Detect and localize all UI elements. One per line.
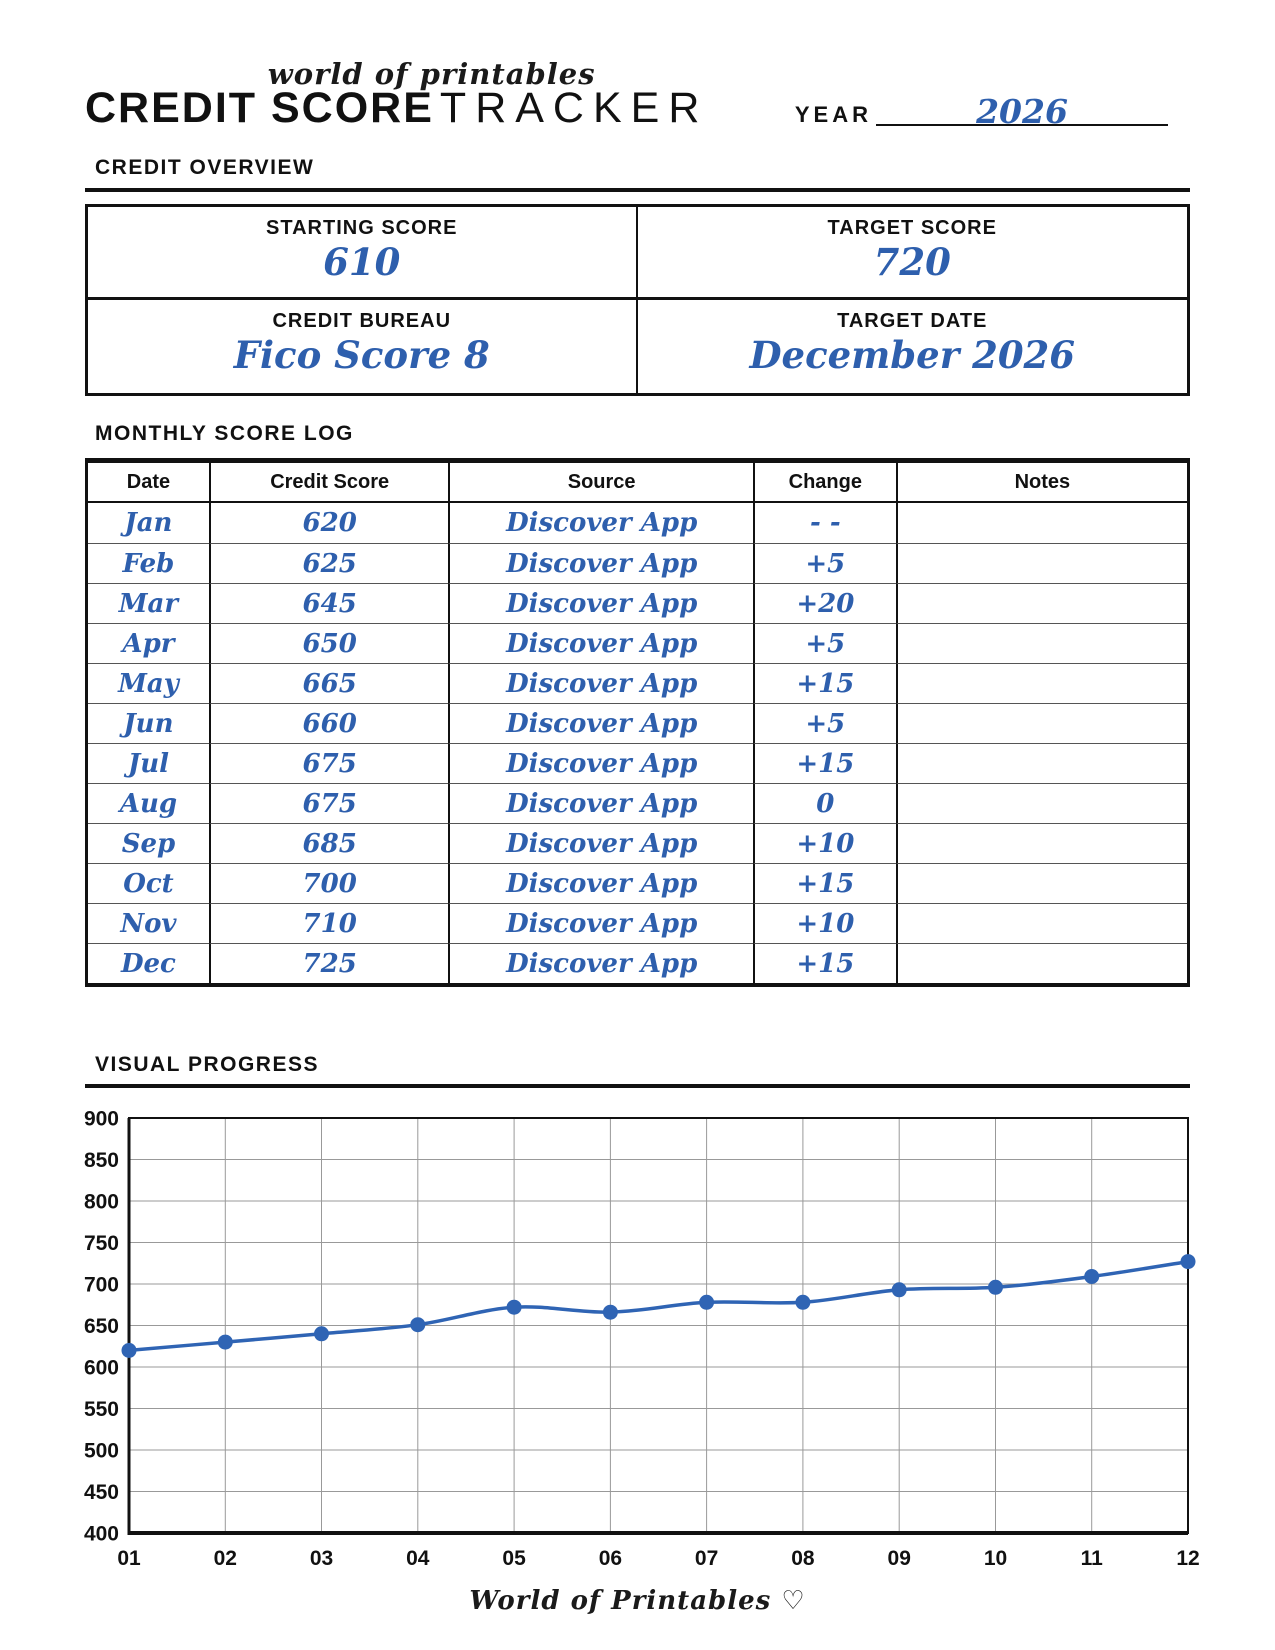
cell-score: 685 <box>209 823 449 863</box>
credit-overview-heading: CREDIT OVERVIEW <box>95 156 315 179</box>
cell-source: Discover App <box>448 663 752 703</box>
cell-date: Feb <box>88 543 209 583</box>
overview-cell-label: STARTING SCORE <box>266 217 458 239</box>
overview-cell-value: 720 <box>873 240 951 284</box>
cell-source: Discover App <box>448 703 752 743</box>
data-point-marker <box>988 1280 1003 1295</box>
cell-score: 625 <box>209 543 449 583</box>
x-tick-label: 01 <box>117 1547 141 1570</box>
cell-source: Discover App <box>448 823 752 863</box>
cell-change: +15 <box>753 943 896 983</box>
cell-notes <box>896 623 1187 663</box>
log-col-header-source: Source <box>448 463 752 503</box>
overview-cell-value: December 2026 <box>749 333 1076 377</box>
cell-date: Jan <box>124 508 173 538</box>
cell-score: 665 <box>209 663 449 703</box>
page-title-light: TRACKER <box>439 83 709 132</box>
chart-gridlines <box>129 1118 1188 1533</box>
year-underline <box>876 91 1168 131</box>
x-tick-label: 06 <box>598 1547 623 1570</box>
x-tick-label: 08 <box>791 1547 815 1570</box>
year-field <box>795 91 1168 132</box>
overview-cell-label: TARGET DATE <box>837 310 988 332</box>
x-tick-label: 11 <box>1080 1547 1103 1570</box>
cell-notes <box>896 543 1187 583</box>
x-tick-label: 05 <box>502 1547 526 1570</box>
cell-score: 620 <box>209 503 449 543</box>
table-row <box>88 503 1187 543</box>
y-tick-label: 900 <box>83 1107 119 1131</box>
table-row <box>88 703 1187 743</box>
cell-notes <box>896 823 1187 863</box>
log-col-header-credit-score: Credit Score <box>209 463 449 503</box>
progress-chart <box>83 1100 1200 1578</box>
cell-change: +5 <box>753 623 896 663</box>
brand-logo-script: world of printables <box>267 56 596 91</box>
cell-score: 675 <box>209 783 449 823</box>
x-tick-label: 03 <box>309 1547 334 1570</box>
cell-notes <box>896 503 1187 543</box>
data-point-marker <box>795 1295 810 1310</box>
x-tick-label: 02 <box>213 1547 237 1570</box>
y-tick-label: 800 <box>83 1190 119 1214</box>
credit-overview-section <box>85 156 1190 396</box>
cell-notes <box>896 743 1187 783</box>
overview-cell-value: 610 <box>323 240 401 284</box>
cell-change: +15 <box>753 863 896 903</box>
data-point-marker <box>892 1282 907 1297</box>
data-point-marker <box>507 1300 522 1315</box>
brand-block <box>85 56 709 132</box>
table-row <box>88 783 1187 823</box>
x-tick-label: 09 <box>887 1547 911 1570</box>
cell-source: Discover App <box>448 503 752 543</box>
table-row <box>88 623 1187 663</box>
cell-score: 675 <box>209 743 449 783</box>
log-table-body <box>88 503 1187 983</box>
header <box>85 40 1190 132</box>
log-header-row <box>88 463 1187 503</box>
table-row <box>88 583 1187 623</box>
x-tick-label: 04 <box>406 1547 430 1570</box>
cell-source: Discover App <box>448 543 752 583</box>
log-table <box>85 458 1190 987</box>
cell-date: May <box>88 663 209 703</box>
cell-source: Discover App <box>448 863 752 903</box>
data-point-marker <box>314 1326 329 1341</box>
cell-source: Discover App <box>448 943 752 983</box>
log-col-header-change: Change <box>753 463 896 503</box>
cell-score: 650 <box>209 623 449 663</box>
page-title-bold: CREDIT SCORE <box>85 83 434 132</box>
year-label: YEAR <box>794 102 872 127</box>
cell-score: 710 <box>209 903 449 943</box>
cell-change: +15 <box>753 743 896 783</box>
overview-cell-label: TARGET SCORE <box>827 217 997 239</box>
monthly-log-heading: MONTHLY SCORE LOG <box>95 422 354 445</box>
x-tick-label: 07 <box>694 1547 719 1570</box>
cell-date: Apr <box>88 623 209 663</box>
footer-brand: World of Printables ♡ <box>469 1586 806 1616</box>
cell-date: Dec <box>88 943 209 983</box>
y-tick-label: 650 <box>83 1315 119 1338</box>
overview-cell-value: Fico Score 8 <box>233 333 490 377</box>
overview-cell-starting-score <box>88 207 638 300</box>
data-point-marker <box>1084 1269 1099 1284</box>
cell-date: Jul <box>88 743 209 783</box>
y-tick-label: 450 <box>83 1481 119 1504</box>
footer <box>85 1586 1190 1616</box>
data-point-marker <box>218 1335 233 1350</box>
log-col-header-notes: Notes <box>896 463 1187 503</box>
table-row <box>88 663 1187 703</box>
cell-date: Mar <box>88 583 209 623</box>
cell-notes <box>896 783 1187 823</box>
cell-notes <box>896 863 1187 903</box>
cell-notes <box>896 703 1187 743</box>
cell-date: Oct <box>88 863 209 903</box>
overview-cell-credit-bureau <box>88 300 638 393</box>
cell-source: Discover App <box>448 583 752 623</box>
overview-table <box>85 204 1190 396</box>
table-row <box>88 743 1187 783</box>
cell-change: +20 <box>753 583 896 623</box>
overview-cell-target-score <box>638 207 1188 300</box>
cell-change: +10 <box>753 903 896 943</box>
monthly-log-section <box>85 422 1190 987</box>
cell-change: - - <box>753 503 896 543</box>
cell-change: 0 <box>753 783 896 823</box>
cell-change: +5 <box>753 703 896 743</box>
x-tick-label: 10 <box>983 1547 1008 1570</box>
credit-overview-rule <box>85 188 1190 192</box>
y-tick-label: 500 <box>83 1439 119 1463</box>
cell-source: Discover App <box>448 903 752 943</box>
cell-change: +10 <box>753 823 896 863</box>
score-line <box>129 1262 1188 1351</box>
cell-score: 660 <box>209 703 449 743</box>
cell-source: Discover App <box>448 783 752 823</box>
cell-date: Nov <box>88 903 209 943</box>
y-tick-label: 750 <box>83 1232 119 1255</box>
cell-score: 700 <box>209 863 449 903</box>
cell-date: Jun <box>88 703 209 743</box>
table-row <box>88 823 1187 863</box>
x-tick-label: 12 <box>1176 1547 1200 1570</box>
cell-score: 645 <box>209 583 449 623</box>
y-tick-label: 550 <box>83 1398 119 1421</box>
cell-change: +15 <box>753 663 896 703</box>
cell-notes <box>896 903 1187 943</box>
cell-source: Discover App <box>448 623 752 663</box>
cell-source: Discover App <box>448 743 752 783</box>
cell-change: +5 <box>753 543 896 583</box>
cell-notes <box>896 583 1187 623</box>
visual-progress-heading: VISUAL PROGRESS <box>95 1053 319 1076</box>
y-tick-label: 400 <box>83 1522 119 1546</box>
page-title <box>85 85 708 132</box>
data-point-marker <box>122 1343 137 1358</box>
cell-score: 725 <box>209 943 449 983</box>
progress-chart-svg <box>83 1100 1200 1578</box>
data-point-marker <box>1181 1254 1196 1269</box>
visual-progress-rule <box>85 1084 1190 1088</box>
cell-date: Aug <box>88 783 209 823</box>
chart-x-axis-labels <box>117 1547 1199 1570</box>
table-row <box>88 943 1187 983</box>
cell-notes <box>896 943 1187 983</box>
table-row <box>88 903 1187 943</box>
overview-cell-label: CREDIT BUREAU <box>272 310 452 332</box>
year-value: 2026 <box>976 92 1068 131</box>
log-col-header-date: Date <box>88 463 209 503</box>
y-tick-label: 850 <box>83 1149 119 1172</box>
chart-y-axis-labels <box>84 1108 119 1546</box>
data-point-marker <box>699 1295 714 1310</box>
y-tick-label: 600 <box>83 1356 119 1380</box>
cell-date: Sep <box>88 823 209 863</box>
overview-cell-target-date <box>638 300 1188 393</box>
data-point-marker <box>410 1317 425 1332</box>
y-tick-label: 700 <box>83 1273 119 1297</box>
cell-notes <box>896 663 1187 703</box>
table-row <box>88 543 1187 583</box>
visual-progress-section <box>83 1053 1200 1578</box>
table-row <box>88 863 1187 903</box>
data-point-marker <box>603 1305 618 1320</box>
